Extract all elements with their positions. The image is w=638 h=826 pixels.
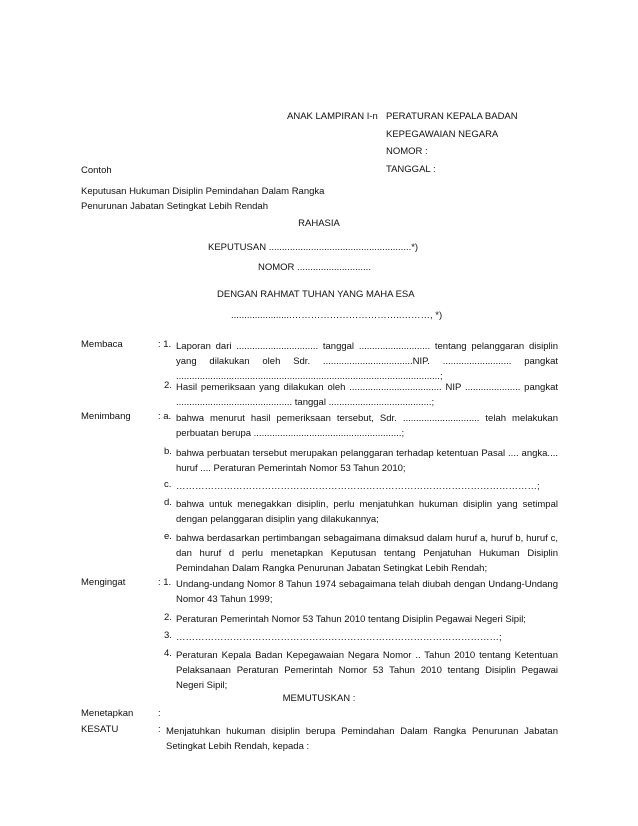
kesatu-label: KESATU — [81, 724, 119, 735]
membaca-num-2: 2. — [164, 380, 172, 391]
mengingat-item-3: …………………………………………………………………………………………; — [176, 632, 502, 643]
menimbang-num-e: e. — [164, 531, 172, 542]
header-line-2: KEPEGAWAIAN NEGARA — [386, 129, 499, 140]
nomor-line: NOMOR ............................ — [258, 262, 371, 273]
dengan-rahmat: DENGAN RAHMAT TUHAN YANG MAHA ESA — [217, 289, 415, 300]
menimbang-item-c: ……………………………………………………………………………………………………; — [176, 481, 540, 492]
mengingat-num-1: : 1. — [158, 577, 172, 588]
mengingat-num-3: 3. — [164, 630, 172, 641]
menimbang-item-d: bahwa untuk menegakkan disiplin, perlu menjatuhkan hukuman disiplin yang setimpal dengan pelanggaran disiplin yang dilakukannya; — [176, 499, 558, 525]
subject-line-1: Keputusan Hukuman Disiplin Pemindahan Dalam Rangka — [81, 186, 325, 197]
rahasia-title: RAHASIA — [298, 218, 340, 229]
menimbang-num-b: b. — [164, 446, 172, 457]
menimbang-item-b: bahwa perbuatan tersebut merupakan pelanggaran terhadap ketentuan Pasal .... angka.... huruf .... Peraturan Pemerintah Nomor 53 Tahun 2010; — [176, 448, 558, 474]
mengingat-label: Mengingat — [81, 577, 126, 588]
menimbang-item-a: bahwa menurut hasil pemeriksaan tersebut, Sdr. ............................. telah melakukan perbuatan berupa ........................................................; — [176, 413, 558, 439]
mengingat-item-1: Undang-undang Nomor 8 Tahun 1974 sebagaimana telah diubah dengan Undang-Undang Nomor 43 Tahun 1999; — [176, 579, 558, 605]
keputusan-line: KEPUTUSAN ......................................................*) — [208, 242, 419, 253]
membaca-num-1: : 1. — [158, 339, 172, 350]
menimbang-label: Menimbang — [81, 411, 131, 422]
membaca-item-2: Hasil pemeriksaan yang dilakukan oleh ................................... NIP ..................... pangkat ............................................ tanggal .......................................; — [176, 382, 558, 408]
membaca-item-1: Laporan dari ............................... tanggal ........................... tentang pelanggaran disiplin yang dilakukan oleh Sdr. ..................................NIP. .......................... pangkat ....................................................................................................; — [176, 341, 558, 382]
menimbang-num-a: : a. — [158, 411, 172, 422]
kesatu-colon: : — [158, 724, 161, 735]
subject-line-2: Penurunan Jabatan Setingkat Lebih Rendah — [81, 201, 268, 212]
memutuskan-heading: MEMUTUSKAN : — [282, 693, 356, 704]
membaca-label: Membaca — [81, 339, 123, 350]
anak-lampiran-label: ANAK LAMPIRAN I-n — [287, 111, 378, 122]
kesatu-text: Menjatuhkan hukuman disiplin berupa Pemindahan Dalam Rangka Penurunan Jabatan Setingkat Lebih Rendah, kepada : — [166, 726, 558, 752]
mengingat-num-4: 4. — [164, 648, 172, 659]
contoh-label: Contoh — [81, 165, 112, 176]
menimbang-num-d: d. — [164, 497, 172, 508]
mengingat-num-2: 2. — [164, 612, 172, 623]
menimbang-item-e: bahwa berdasarkan pertimbangan sebagaimana dimaksud dalam huruf a, huruf b, huruf c, dan huruf d perlu menetapkan Keputusan tentang Penjatuhan Hukuman Disiplin Pemindahan Dalam Rangka Penurunan Jabatan Setingkat Lebih Rendah; — [176, 533, 558, 574]
header-tanggal: TANGGAL : — [386, 164, 436, 175]
menetapkan-label: Menetapkan — [81, 708, 134, 719]
mengingat-item-2: Peraturan Pemerintah Nomor 53 Tahun 2010 tentang Disiplin Pegawai Negeri Sipil; — [176, 614, 526, 625]
header-nomor: NOMOR : — [386, 146, 428, 157]
dots-line: .......................……………………………..………, *) — [231, 310, 443, 321]
mengingat-item-4: Peraturan Kepala Badan Kepegawaian Negara Nomor .. Tahun 2010 tentang Ketentuan Pelaksanaan Peraturan Pemerintah Nomor 53 Tahun 2010 tentang Disiplin Pegawai Negeri Sipil; — [176, 650, 558, 691]
header-line-1: PERATURAN KEPALA BADAN — [386, 111, 518, 122]
menimbang-num-c: c. — [164, 479, 172, 490]
menetapkan-colon: : — [158, 708, 161, 719]
